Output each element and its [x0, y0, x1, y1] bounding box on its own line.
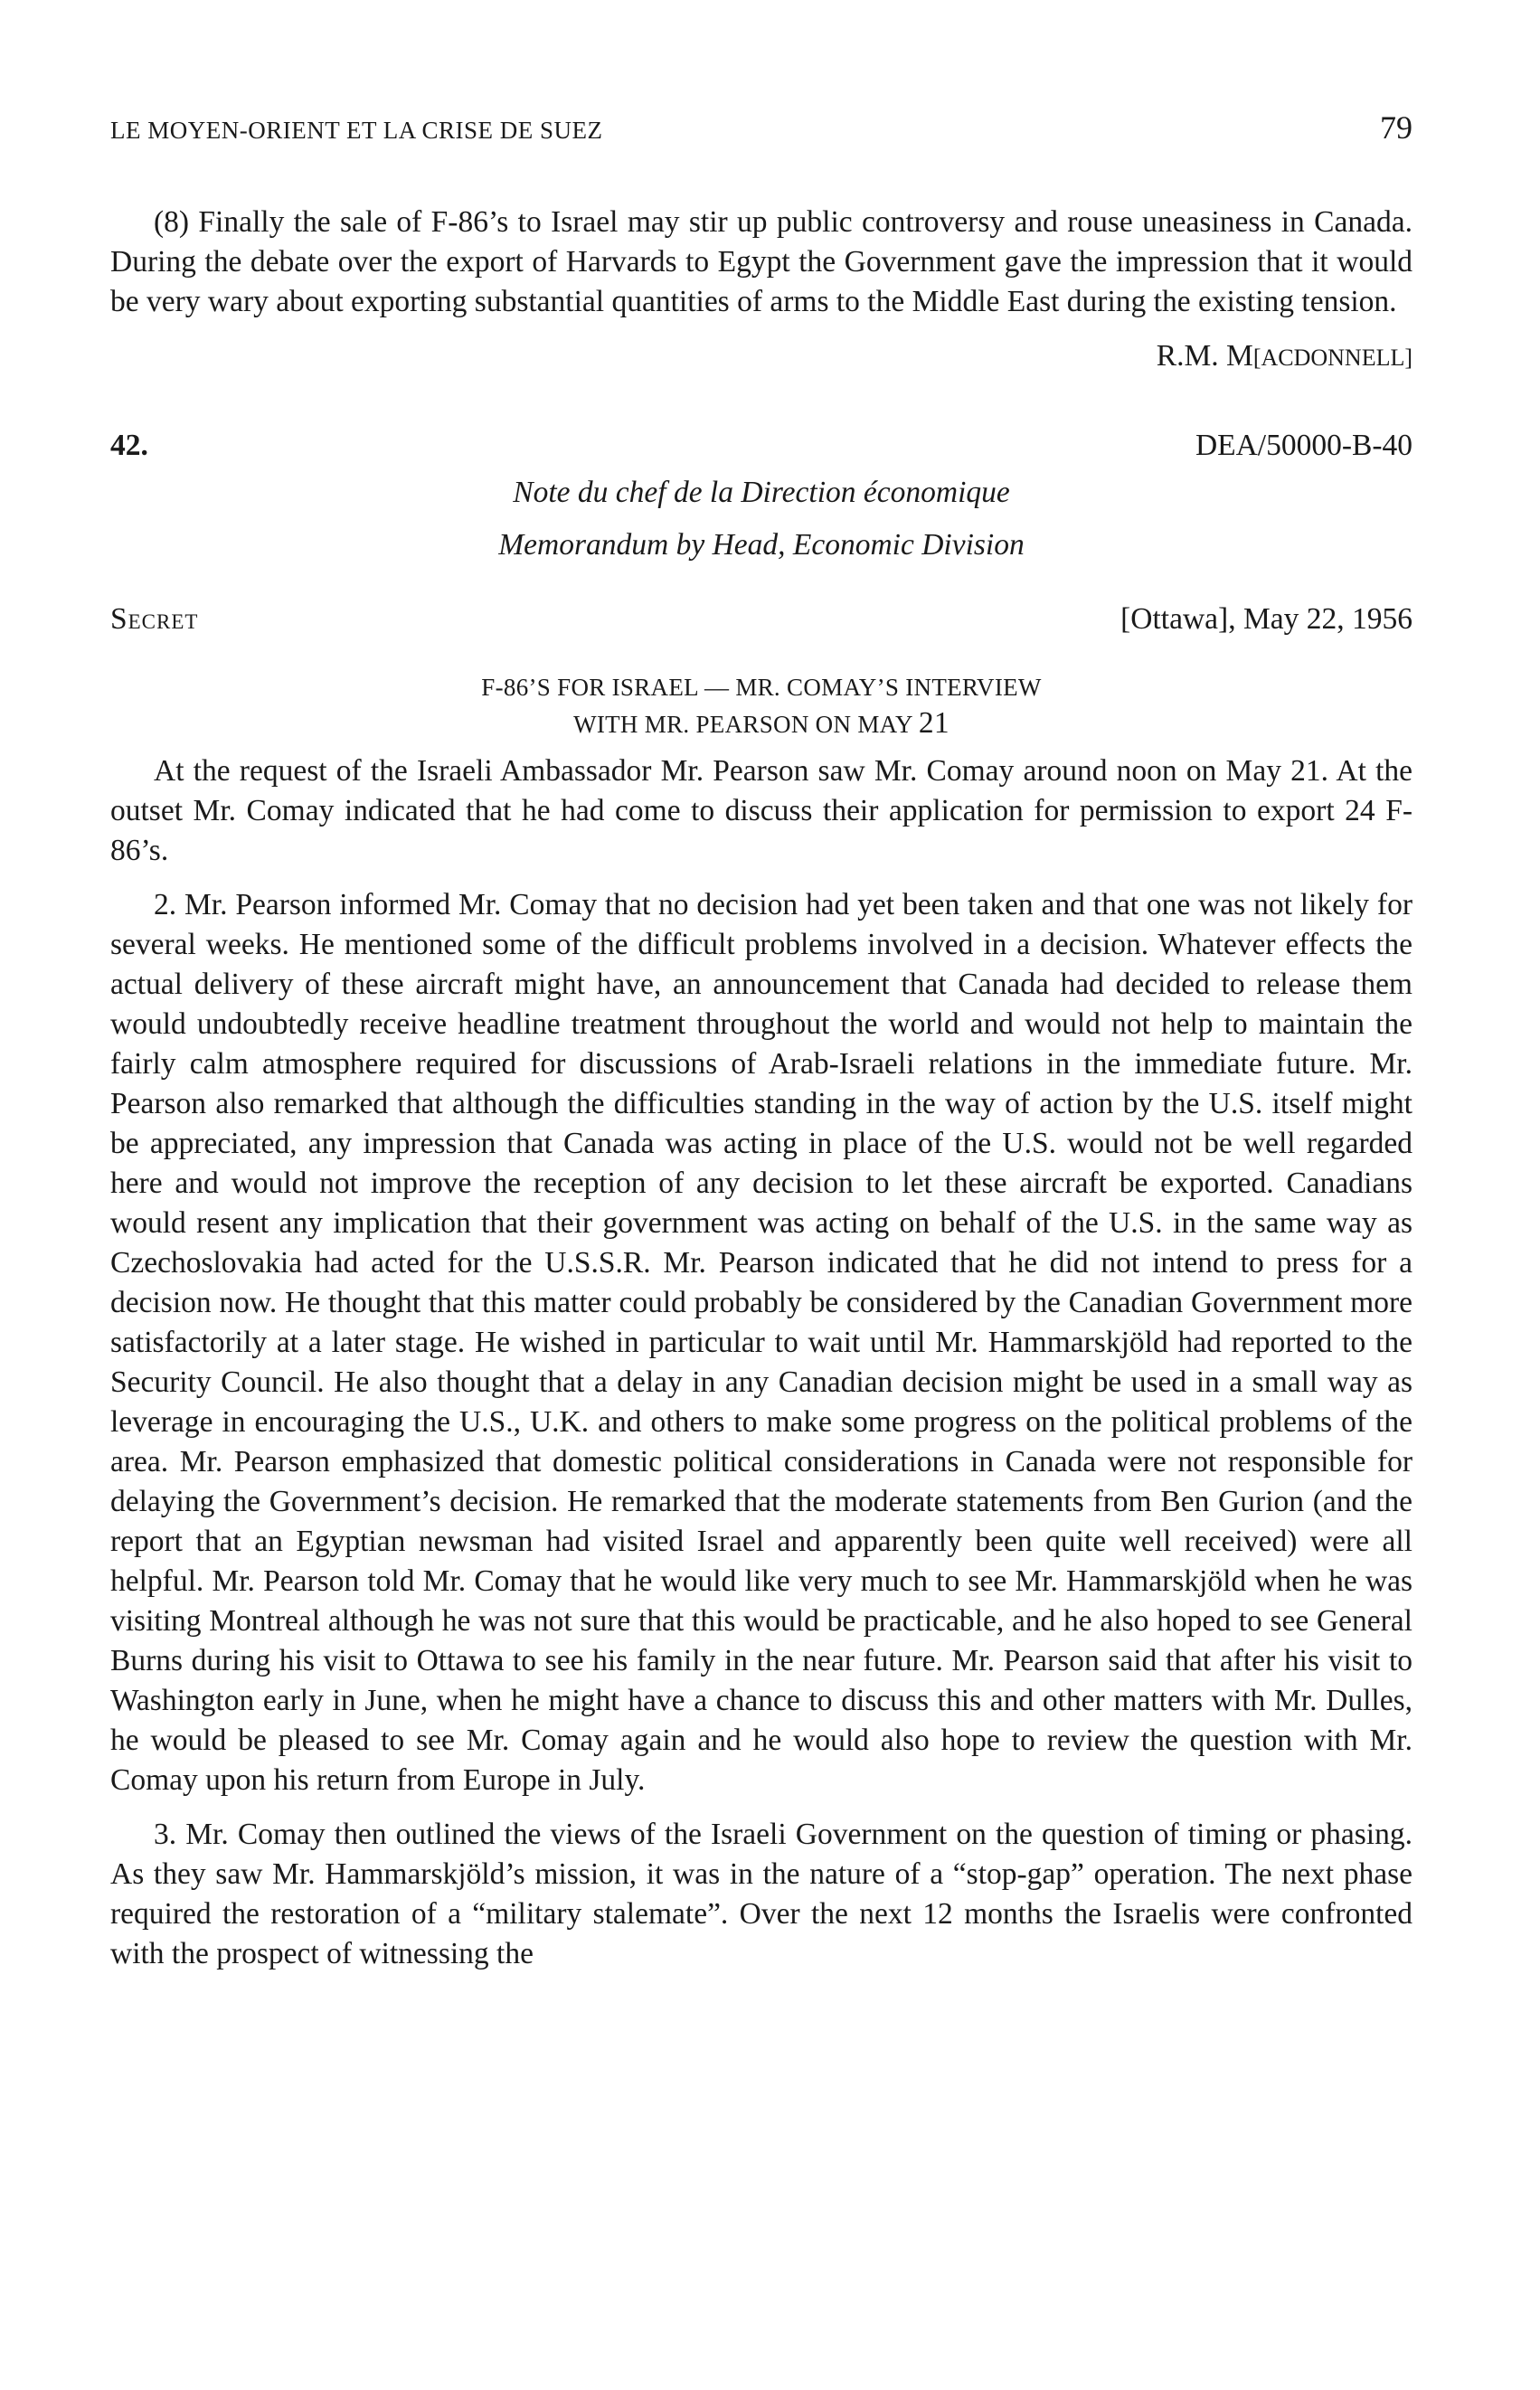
title-english: Memorandum by Head, Economic Division — [498, 528, 1025, 562]
body-paragraph-2: 2. Mr. Pearson informed Mr. Comay that no decision had yet been taken and that one was not likely for several weeks. He mentioned some of the difficult problems involved in a decision. Whatever effects the actual delivery of these aircraft might have, an announcement that Canada had decided to release them would undoubtedly receive headline treatment throughout the world and would not help to maintain the fairly calm atmosphere required for discussions of Arab-Israeli relations in the immediate future. Mr. Pearson also remarked that although the difficulties standing in the way of action by the U.S. itself might be appreciated, any impression that Canada was acting in place of the U.S. would not be well regarded here and would not improve the reception of any decision to let these aircraft be exported. Canadians would resent any implication that their government was acting on behalf of the U.S. in the same way as Czechoslovakia had acted for the U.S.S.R. Mr. Pearson indicated that he did not intend to press for a decision now. He thought that this matter could probably be considered by the Canadian Government more satisfactorily at a later stage. He wished in particular to wait until Mr. Hammarskjöld had reported to the Security Council. He also thought that a delay in any Canadian decision might be used in a small way as leverage in encouraging the U.S., U.K. and others to make some progress on the political problems of the area. Mr. Pearson emphasized that domestic political considerations in Canada were not responsible for delaying the Government’s decision. He remarked that the moderate statements from Ben Gurion (and the report that an Egyptian newsman had visited Israel and apparently been quite well received) were all helpful. Mr. Pearson told Mr. Comay that he would like very much to see Mr. Hammarskjöld when he was visiting Montreal although he was not sure that this would be practicable, and he also hoped to see General Burns during his visit to Ottawa to see his family in the near future. Mr. Pearson said that after his visit to Washington early in June, when he might have a chance to discuss this and other matters with Mr. Dulles, he would be pleased to see Mr. Comay again and he would also hope to review the question with Mr. Comay upon his return from Europe in July. — [110, 888, 1412, 1797]
document-meta — [110, 602, 1412, 637]
title-french: Note du chef de la Direction économique — [513, 476, 1010, 509]
document-header — [110, 429, 1412, 463]
running-head — [110, 109, 1412, 163]
signature — [110, 336, 1412, 378]
document-number: 42. — [110, 429, 148, 462]
place-date: [Ottawa], May 22, 1956 — [1120, 602, 1412, 636]
signature-prefix: R.M. M — [1156, 339, 1253, 373]
subject-day: 21 — [918, 706, 950, 740]
body-paragraph-3: 3. Mr. Comay then outlined the views of the Israeli Government on the question of timing or phasing. As they saw Mr. Hammarskjöld’s mission, it was in the nature of a “stop-gap” operation. The next phase required the restoration of a “military stalemate”. Over the next 12 months the Israelis were confronted with the prospect of witnessing the — [110, 1818, 1412, 1970]
document-page — [110, 109, 1412, 1974]
file-reference: DEA/50000-B-40 — [1195, 429, 1412, 462]
body-paragraph-1: At the request of the Israeli Ambassador Mr. Pearson saw Mr. Comay around noon on May 21. At the outset Mr. Comay indicated that he had come to discuss their application for permission to export 24 F-86’s. — [110, 754, 1412, 867]
subject-line-2-text: WITH MR. PEARSON ON MAY — [573, 711, 912, 738]
subject-line-1: F-86’S FOR ISRAEL — MR. COMAY’S INTERVIEW — [481, 674, 1042, 701]
subject-heading — [110, 669, 1412, 742]
running-title: LE MOYEN-ORIENT ET LA CRISE DE SUEZ — [110, 117, 603, 144]
previous-doc-paragraph: (8) Finally the sale of F-86’s to Israel may stir up public controversy and rouse uneasiness in Canada. During the debate over the export of Harvards to Egypt the Government gave the impression that it would be very wary about exporting substantial quantities of arms to the Middle East during the existing tension. — [110, 205, 1412, 318]
classification: Secret — [110, 602, 199, 636]
subject-line-2 — [110, 705, 1412, 742]
document-titles — [110, 467, 1412, 572]
page-number: 79 — [1380, 109, 1412, 146]
signature-rest: [ACDONNELL] — [1252, 345, 1412, 371]
